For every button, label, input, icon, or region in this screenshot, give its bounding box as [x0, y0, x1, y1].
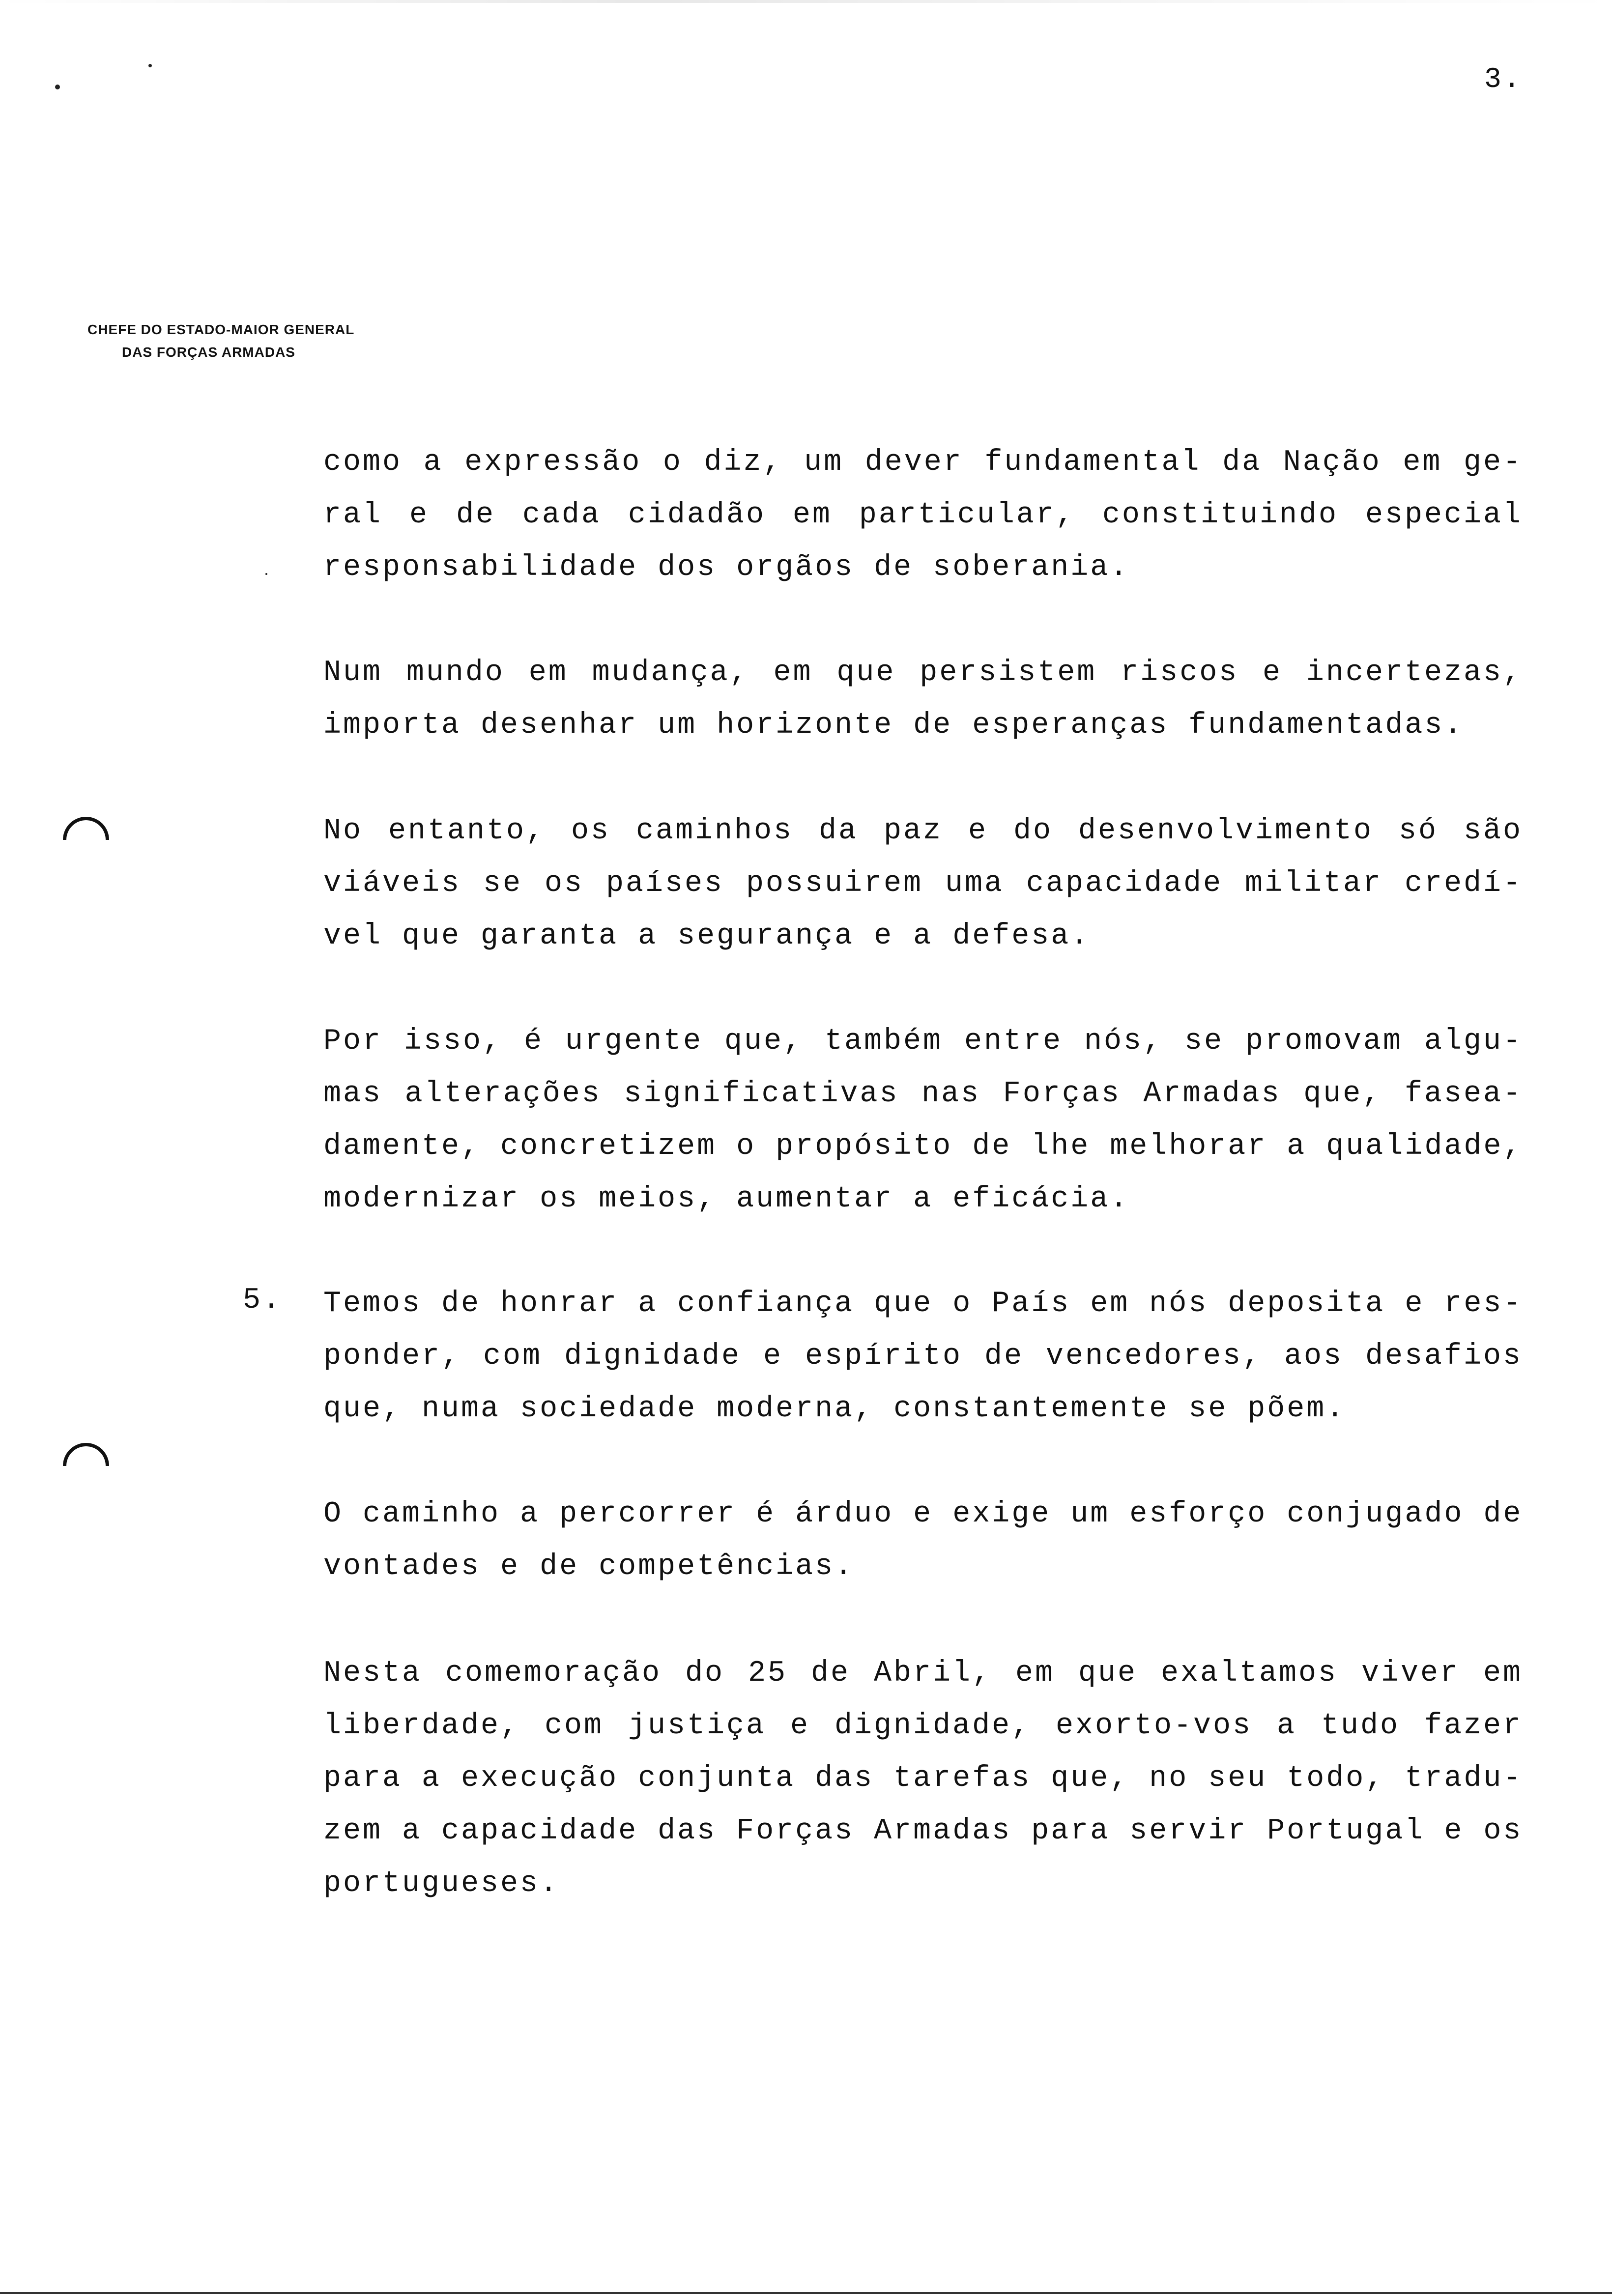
text-line: ponder, com dignidade e espírito de vencedores, aos desafios — [323, 1340, 1523, 1373]
text-line: Por isso, é urgente que, também entre nós, se promovam algu- — [323, 1025, 1523, 1058]
body-paragraph — [323, 1278, 1523, 1435]
punch-hole-mark — [63, 1443, 109, 1466]
body-paragraph — [323, 1488, 1523, 1593]
letterhead-line-2: DAS FORÇAS ARMADAS — [122, 344, 295, 360]
scan-speck — [148, 64, 152, 67]
text-line: como a expressão o diz, um dever fundamental da Nação em ge- — [323, 446, 1523, 479]
scan-speck — [265, 573, 267, 575]
text-line: vontades e de competências. — [323, 1550, 855, 1583]
letterhead — [87, 318, 354, 364]
text-line: damente, concretizem o propósito de lhe melhorar a qualidade, — [323, 1130, 1523, 1163]
text-line: zem a capacidade das Forças Armadas para servir Portugal e os — [323, 1814, 1523, 1848]
scan-bottom-edge — [0, 2292, 1612, 2294]
text-line: portugueses. — [323, 1867, 560, 1900]
body-paragraph — [323, 436, 1523, 594]
text-line: Temos de honrar a confiança que o País em nós deposita e res- — [323, 1287, 1523, 1320]
text-line: importa desenhar um horizonte de esperanças fundamentadas. — [323, 709, 1464, 742]
text-line: responsabilidade dos orgãos de soberania. — [323, 551, 1130, 584]
body-paragraph — [323, 647, 1523, 752]
text-line: vel que garanta a segurança e a defesa. — [323, 919, 1091, 953]
text-line: que, numa sociedade moderna, constantemente se põem. — [323, 1392, 1346, 1426]
body-paragraph — [323, 1647, 1523, 1910]
text-line: mas alterações significativas nas Forças Armadas que, fasea- — [323, 1077, 1523, 1111]
text-line: viáveis se os países possuirem uma capacidade militar credí- — [323, 867, 1523, 900]
letterhead-line-1: CHEFE DO ESTADO-MAIOR GENERAL — [87, 322, 355, 337]
punch-hole-mark — [63, 817, 109, 840]
scan-edge-shadow — [0, 0, 1612, 3]
text-line: modernizar os meios, aumentar a eficácia. — [323, 1182, 1130, 1216]
text-line: Num mundo em mudança, em que persistem riscos e incertezas, — [323, 656, 1523, 689]
text-line: No entanto, os caminhos da paz e do desenvolvimento só são — [323, 814, 1523, 848]
body-paragraph — [323, 805, 1523, 963]
text-line: O caminho a percorrer é árduo e exige um esforço conjugado de — [323, 1497, 1523, 1531]
text-line: para a execução conjunta das tarefas que, no seu todo, tradu- — [323, 1762, 1523, 1795]
text-line: Nesta comemoração do 25 de Abril, em que exaltamos viver em — [323, 1657, 1523, 1690]
page-number: 3. — [1484, 64, 1523, 96]
section-number: 5. — [243, 1284, 283, 1317]
text-line: liberdade, com justiça e dignidade, exorto-vos a tudo fazer — [323, 1709, 1523, 1743]
scan-speck — [55, 85, 60, 89]
body-paragraph — [323, 1015, 1523, 1226]
text-line: ral e de cada cidadão em particular, constituindo especial — [323, 498, 1523, 532]
